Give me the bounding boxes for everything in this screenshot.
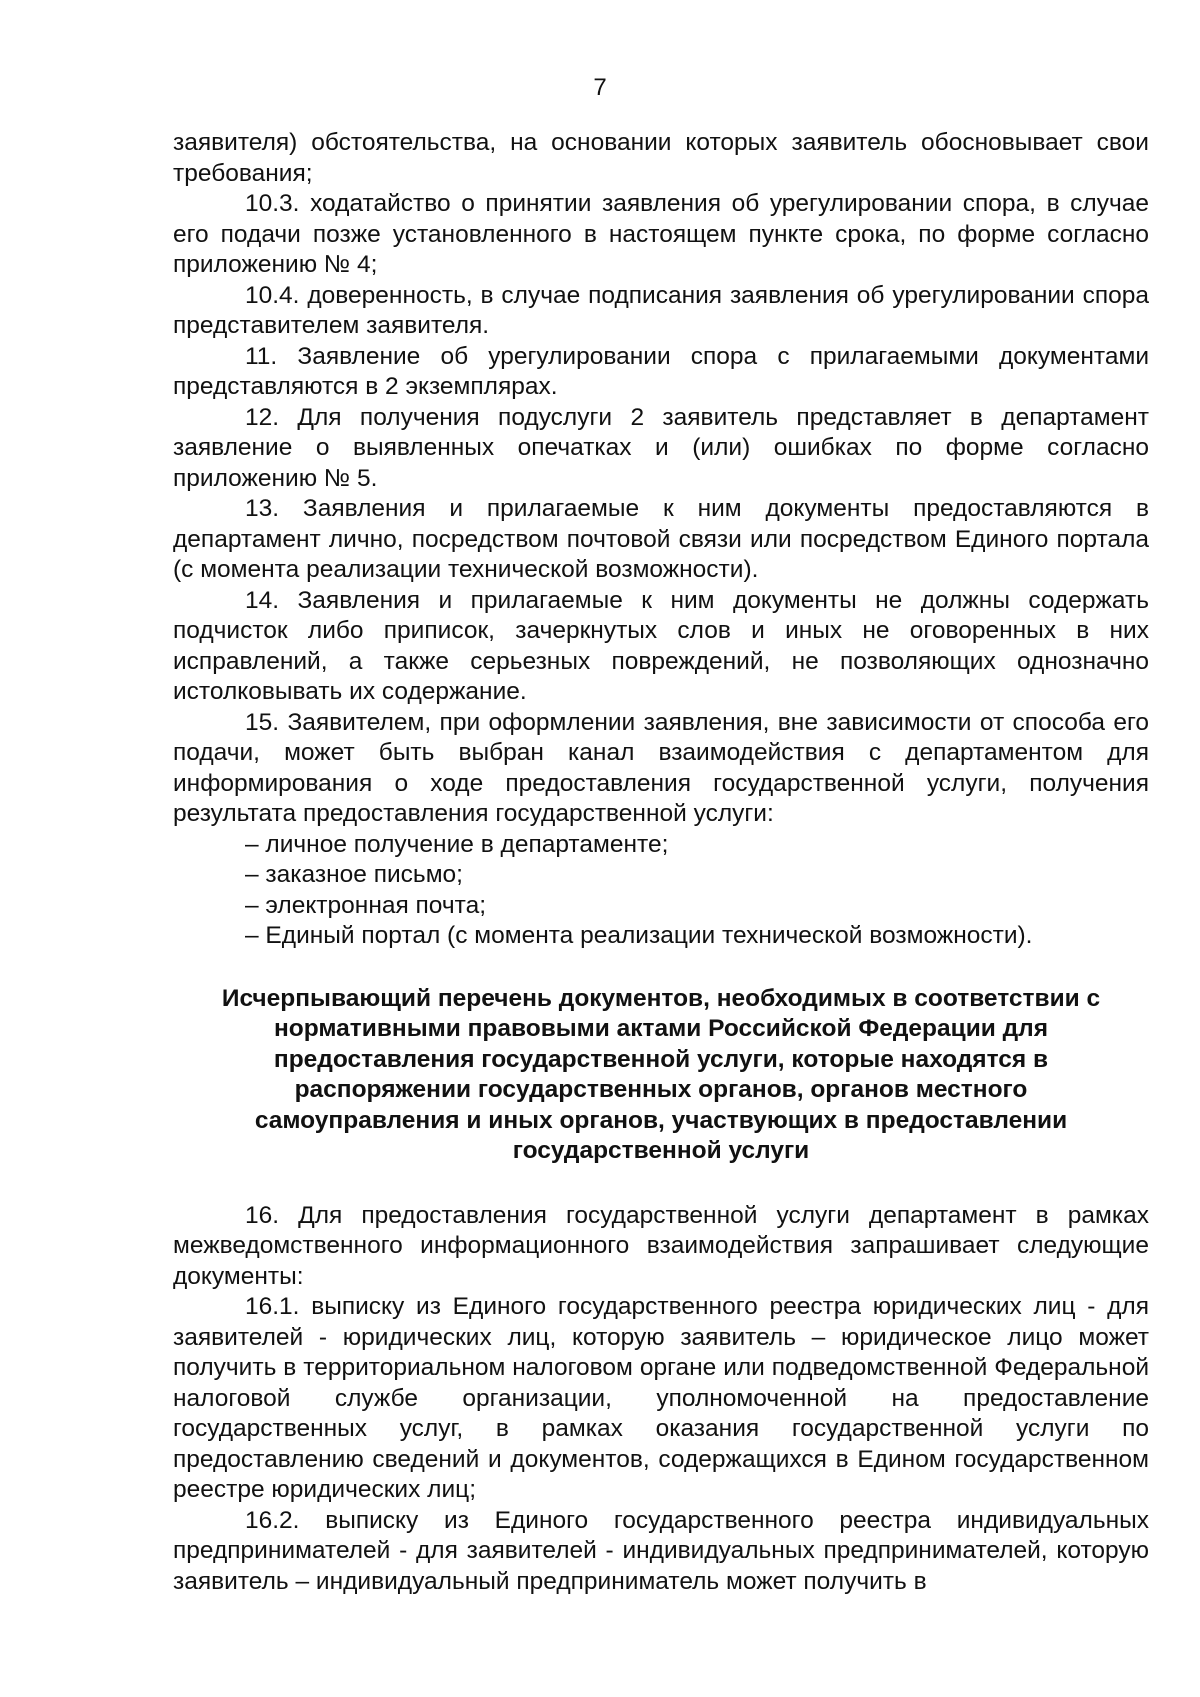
paragraph: 14. Заявления и прилагаемые к ним документы не должны содержать подчисток либо приписок, зачеркнутых слов и иных не оговоренных в них исправлений, а также серьезных повреждений, не позволяющих однозначно истолковывать их содержание.: [173, 586, 1149, 705]
list-item: – заказное письмо;: [245, 861, 463, 888]
paragraphs-after: [173, 1201, 1149, 1598]
paragraph: 16.2. выписку из Единого государственного реестра индивидуальных предпринимателей - для заявителей - индивидуальных предпринимателей, которую заявитель – индивидуальный предприниматель может получить в: [173, 1506, 1149, 1595]
paragraph: 10.3. ходатайство о принятии заявления об урегулировании спора, в случае его подачи позже установленного в настоящем пункте срока, по форме согласно приложению № 4;: [173, 190, 1149, 278]
channel-list: [173, 830, 1149, 952]
paragraph: 11. Заявление об урегулировании спора с прилагаемыми документами представляются в 2 экземплярах.: [173, 342, 1149, 400]
paragraphs-before: [173, 128, 1149, 830]
paragraph: 16.1. выписку из Единого государственного реестра юридических лиц - для заявителей - юридических лиц, которую заявитель – юридическое лицо может получить в территориальном налоговом органе или подведомственной Федеральной налоговой службе организации, уполномоченной на предоставление государственных услуг, в рамках оказания государственной услуги по предоставлению сведений и документов, содержащихся в Едином государственном реестре юридических лиц;: [173, 1293, 1149, 1503]
paragraph: 10.4. доверенность, в случае подписания заявления об урегулировании спора представителем заявителя.: [173, 281, 1149, 339]
list-item: – электронная почта;: [245, 891, 487, 919]
document-body: [173, 128, 1149, 1597]
paragraph: заявителя) обстоятельства, на основании которых заявитель обосновывает свои требования;: [173, 129, 1149, 187]
page-number: 7: [593, 74, 607, 101]
paragraph: 16. Для предоставления государственной услуги департамент в рамках межведомственного информационного взаимодействия запрашивает следующие документы:: [173, 1201, 1149, 1290]
paragraph: 12. Для получения подуслуги 2 заявитель представляет в департамент заявление о выявленных опечатках и (или) ошибках по форме согласно приложению № 5.: [173, 403, 1149, 492]
section-heading: Исчерпывающий перечень документов, необходимых в соответствии с нормативными правовыми актами Российской Федерации для предоставления государственной услуги, которые находятся в распоряжении государственных органов, органов местного самоуправления и иных органов, участвующих в предоставлении государственной услуги: [221, 984, 1101, 1164]
list-item: – личное получение в департаменте;: [245, 830, 669, 858]
paragraph: 15. Заявителем, при оформлении заявления, вне зависимости от способа его подачи, может быть выбран канал взаимодействия с департаментом для информирования о ходе предоставления государственной услуги, получения результата предоставления государственной услуги:: [173, 708, 1149, 827]
list-item: – Единый портал (с момента реализации технической возможности).: [245, 922, 1033, 949]
paragraph: 13. Заявления и прилагаемые к ним документы предоставляются в департамент лично, посредством почтовой связи или посредством Единого портала (с момента реализации технической возможности).: [173, 495, 1149, 583]
